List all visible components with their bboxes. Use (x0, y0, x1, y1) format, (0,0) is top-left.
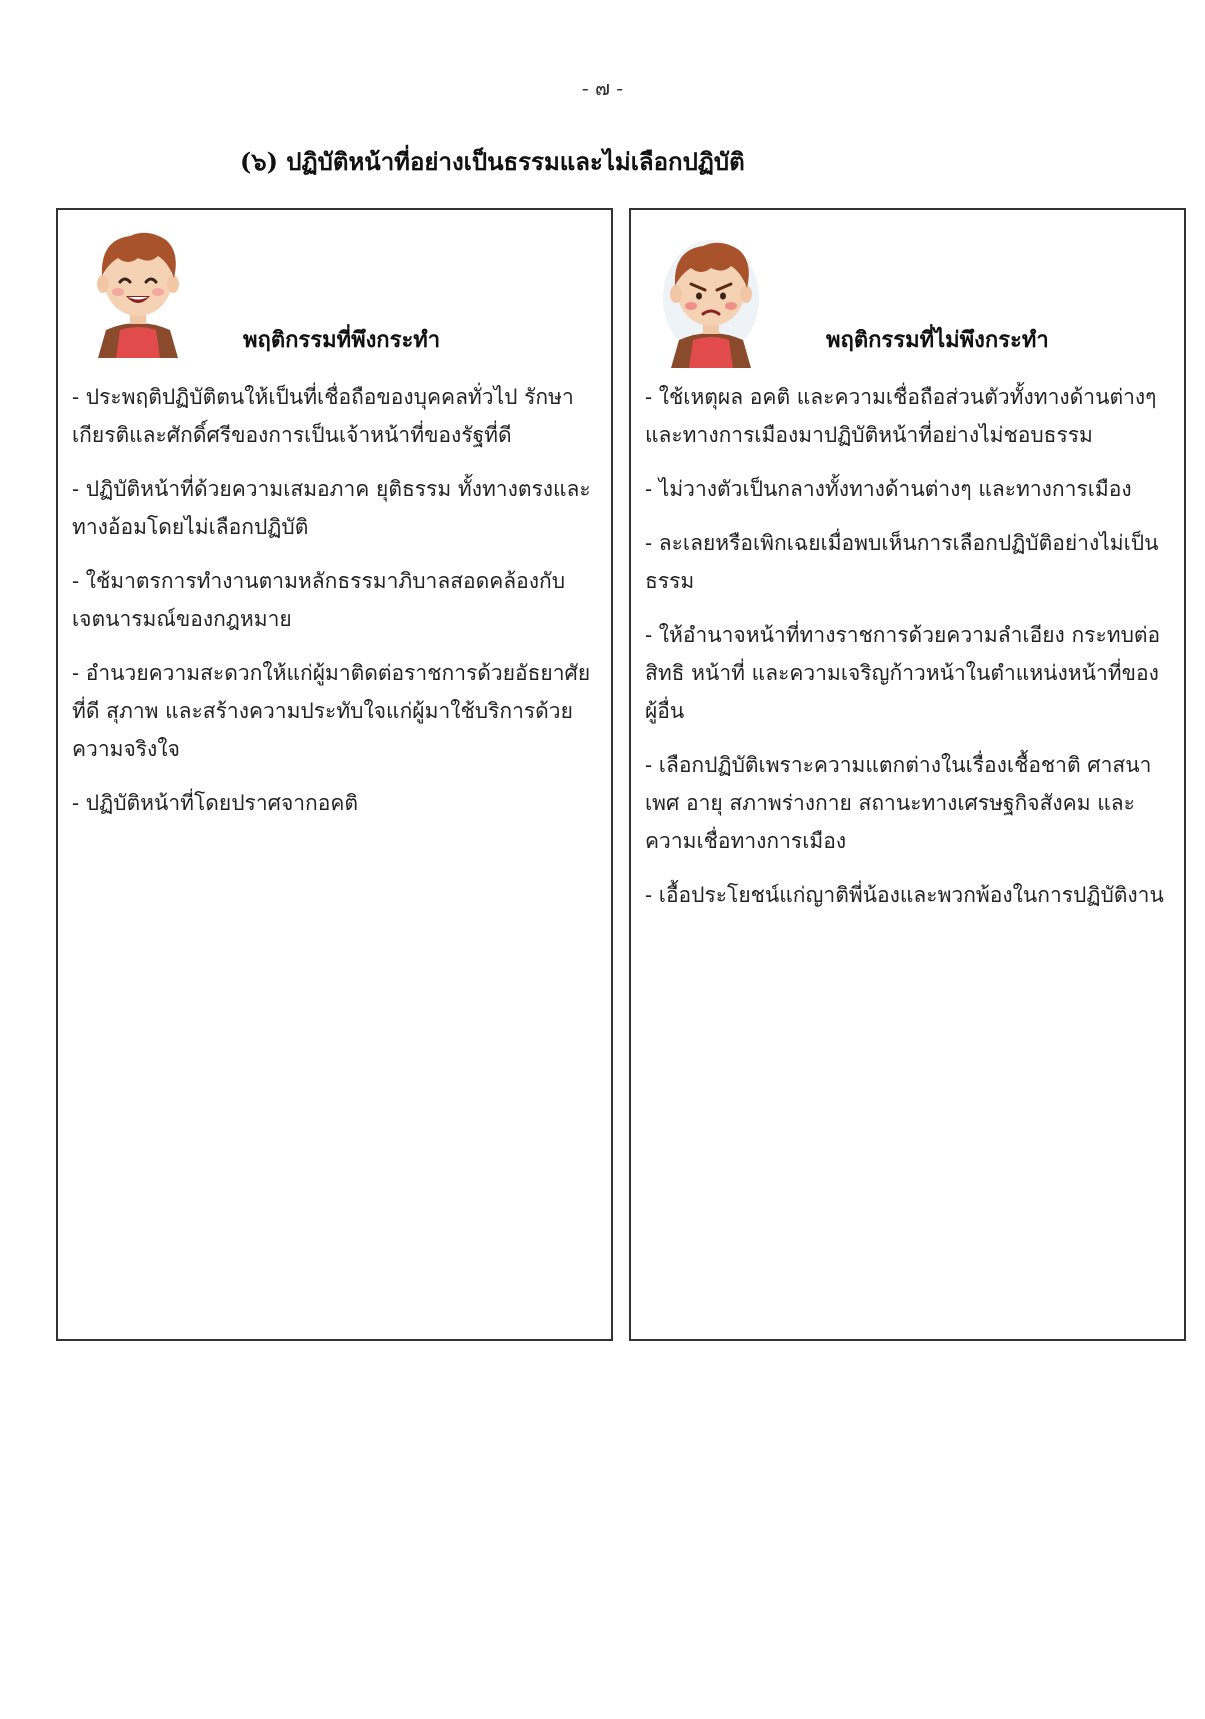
list-item: - ใช้มาตรการทำงานตามหลักธรรมาภิบาลสอดคล้องกับเจตนารมณ์ของกฎหมาย (72, 569, 566, 631)
do-behaviors-box (56, 208, 613, 1341)
list-item: - ปฏิบัติหน้าที่โดยปราศจากอคติ (72, 791, 359, 815)
list-item: - เอื้อประโยชน์แก่ญาติพี่น้องและพวกพ้องในการปฏิบัติงาน (645, 883, 1164, 907)
list-item: - ประพฤติปฏิบัติตนให้เป็นที่เชื่อถือของบุคคลทั่วไป รักษาเกียรติและศักดิ์ศรีของการเป็นเจ้าหน้าที่ของรัฐที่ดี (72, 385, 574, 447)
list-item: - เลือกปฏิบัติเพราะความแตกต่างในเรื่องเชื้อชาติ ศาสนา เพศ อายุ สภาพร่างกาย สถานะทางเศรษฐกิจสังคม และความเชื่อทางการเมือง (645, 753, 1152, 853)
section-title: (๖) ปฏิบัติหน้าที่อย่างเป็นธรรมและไม่เลือกปฏิบัติ (240, 147, 745, 176)
list-item: - ปฏิบัติหน้าที่ด้วยความเสมอภาค ยุติธรรม ทั้งทางตรงและทางอ้อมโดยไม่เลือกปฏิบัติ (72, 477, 591, 539)
page-number: - ๗ - (581, 76, 624, 100)
dont-behaviors-heading: พฤติกรรมที่ไม่พึงกระทำ (826, 327, 1049, 353)
angry-boy-icon (661, 228, 761, 368)
list-item: - อำนวยความสะดวกให้แก่ผู้มาติดต่อราชการด้วยอัธยาศัยที่ดี สุภาพ และสร้างความประทับใจแก่ผู้มาใช้บริการด้วยความจริงใจ (72, 661, 591, 761)
do-behaviors-heading: พฤติกรรมที่พึงกระทำ (243, 327, 441, 353)
do-behaviors-list (72, 378, 597, 838)
list-item: - ใช้เหตุผล อคติ และความเชื่อถือส่วนตัวทั้งทางด้านต่างๆ และทางการเมืองมาปฏิบัติหน้าที่อย่างไม่ชอบธรรม (645, 385, 1157, 447)
dont-behaviors-box (629, 208, 1186, 1341)
list-item: - ให้อำนาจหน้าที่ทางราชการด้วยความลำเอียง กระทบต่อสิทธิ หน้าที่ และความเจริญก้าวหน้าในตำแหน่งหน้าที่ของผู้อื่น (645, 623, 1161, 723)
smiling-boy-icon (88, 218, 188, 358)
dont-behaviors-list (645, 378, 1170, 930)
list-item: - ละเลยหรือเพิกเฉยเมื่อพบเห็นการเลือกปฏิบัติอย่างไม่เป็นธรรม (645, 531, 1159, 593)
list-item: - ไม่วางตัวเป็นกลางทั้งทางด้านต่างๆ และทางการเมือง (645, 477, 1132, 501)
